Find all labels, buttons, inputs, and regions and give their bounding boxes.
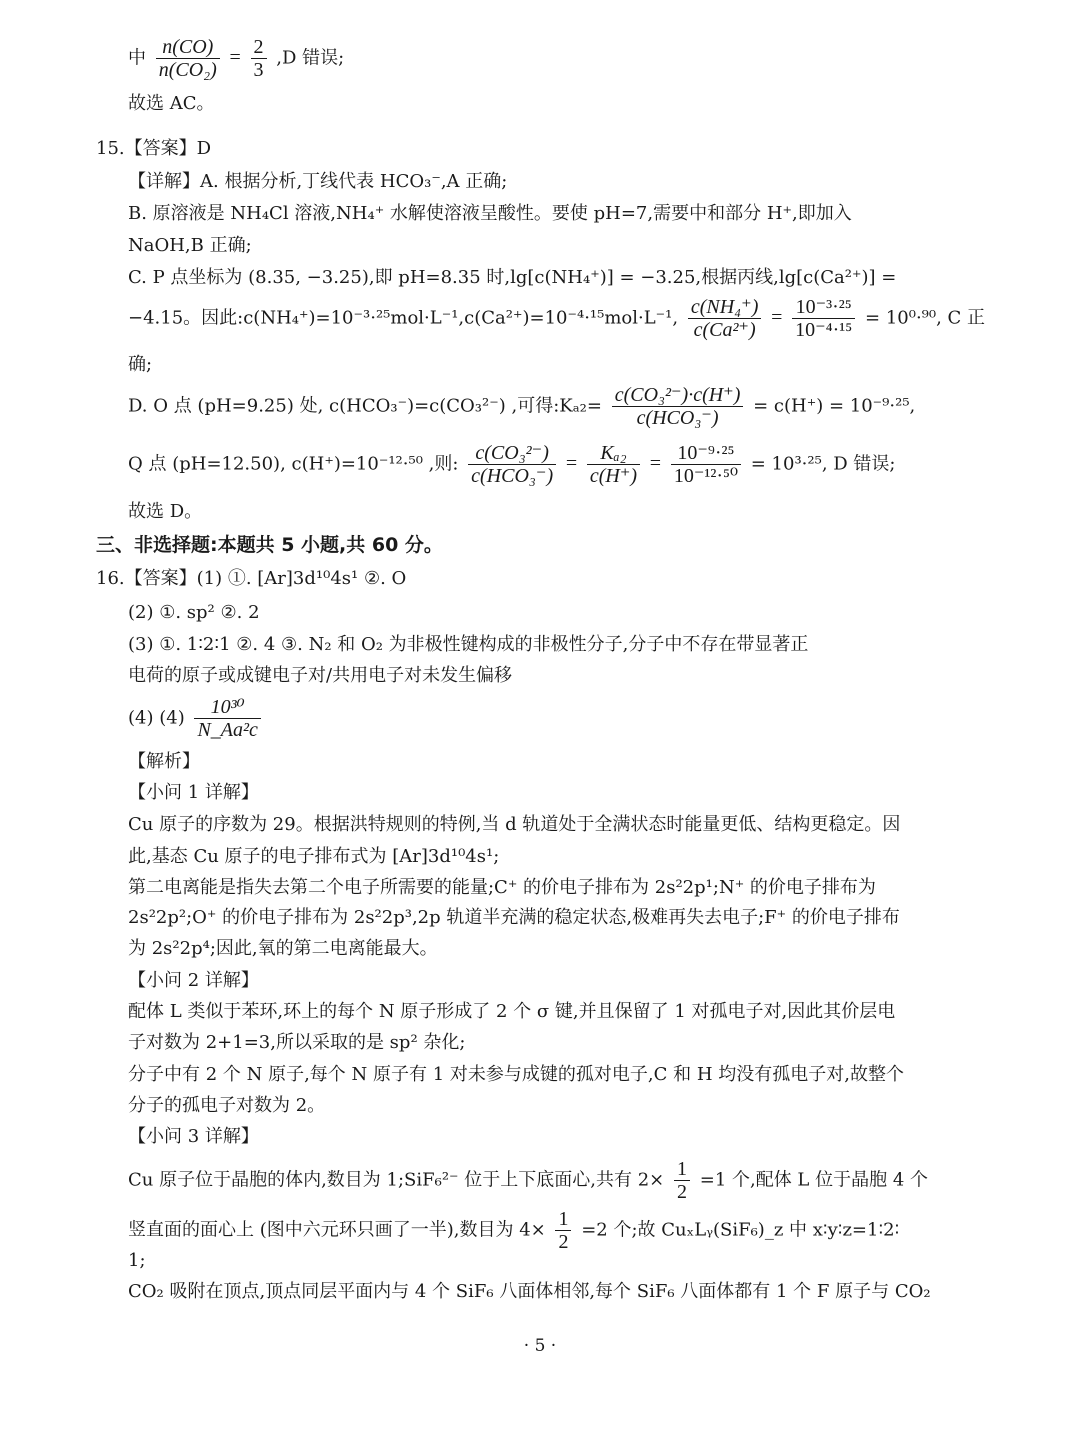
subq3-para-c: 1; [128,1250,146,1271]
text: Cu 原子位于晶胞的体内,数目为 1;SiF₆²⁻ 位于上下底面心,共有 2× [128,1169,665,1191]
denominator: c(HCO₃⁻) [471,465,554,487]
subq2-heading: 【小问 2 详解】 [128,970,259,991]
text: =1 个,配体 L 位于晶胞 4 个 [699,1169,929,1191]
subq1-para-a: Cu 原子的序数为 29。根据洪特规则的特例,当 d 轨道处于全满状态时能量更低、结构更稳定。因 [128,814,901,835]
q16-answer-3: (3) ①. 1∶2∶1 ②. 4 ③. N₂ 和 O₂ 为非极性键构成的非极性分子,分子中不存在带显著正 [128,634,809,655]
subq3-para-d: CO₂ 吸附在顶点,顶点同层平面内与 4 个 SiF₆ 八面体相邻,每个 SiF₆ 八面体都有 1 个 F 原子与 CO₂ [128,1281,931,1302]
fraction-powers [792,296,855,341]
subq2-para-a: 配体 L 类似于苯环,环上的每个 N 原子形成了 2 个 σ 键,并且保留了 1 对孤电子对,因此其价层电 [128,1001,896,1022]
denominator: N_Aa²c [197,719,258,741]
text: D. O 点 (pH=9.25) 处, c(HCO₃⁻)=c(CO₃²⁻) ,可得:Kₐ₂= [128,395,602,417]
numerator: n(CO) [156,36,220,59]
fraction-ka2-h [587,442,640,487]
denominator: n(CO₂) [158,59,217,81]
answer-select-AC: 故选 AC。 [128,93,215,114]
text: −4.15。因此:c(NH₄⁺)=10⁻³·²⁵mol·L⁻¹,c(Ca²⁺)=10⁻⁴·¹⁵mol·L⁻¹, [128,307,679,329]
fraction-ka2 [612,384,744,429]
line-conclusion-D-wrong [128,36,344,81]
denominator: c(HCO₃⁻) [636,407,719,429]
q15-detail-B: B. 原溶液是 NH₄Cl 溶液,NH₄⁺ 水解使溶液呈酸性。要使 pH=7,需要中和部分 H⁺,即加入 [128,203,852,224]
fraction-nh4-ca [688,296,762,341]
equals: = [771,306,783,329]
subq3-para-a [128,1158,928,1203]
text: = 10³·²⁵, D 错误; [750,453,896,475]
equals: = [649,452,662,475]
numerator: 1 [555,1208,571,1231]
q15-detail-C-calc [128,296,985,341]
q15-detail-C: C. P 点坐标为 (8.35, −3.25),即 pH=8.35 时,lg[c(NH₄⁺)] = −3.25,根据丙线,lg[c(Ca²⁺)] = [128,267,897,288]
fraction-half-2 [555,1208,571,1253]
section-3-heading: 三、非选择题:本题共 5 小题,共 60 分。 [96,534,443,556]
subq2-para-c: 分子中有 2 个 N 原子,每个 N 原子有 1 对未参与成键的孤对电子,C 和 H 均没有孤电子对,故整个 [128,1064,904,1085]
q16-answer-2: (2) ①. sp² ②. 2 [128,602,260,623]
subq1-para-b: 此,基态 Cu 原子的电子排布式为 [Ar]3d¹⁰4s¹; [128,846,500,867]
q15-answer: 15.【答案】D [96,138,212,159]
equals: = [229,46,241,69]
fraction-co3-hco3 [468,442,556,487]
denominator: 10⁻¹²·⁵⁰ [673,465,739,487]
subq1-heading: 【小问 1 详解】 [128,782,259,803]
equals: = [565,452,578,475]
denominator: 2 [558,1231,569,1253]
fraction-half [674,1158,690,1203]
fraction-nco-nco2 [156,36,220,81]
denominator: c(Ca²⁺) [693,319,756,341]
denominator: c(H⁺) [589,465,638,487]
numerator: c(CO₃²⁻)·c(H⁺) [612,384,744,407]
fraction-density [194,696,260,741]
subq1-para-e: 为 2s²2p⁴;因此,氧的第二电离能最大。 [128,938,438,959]
numerator: Kₐ₂ [587,442,640,465]
text: =2 个;故 CuₓLᵧ(SiF₆)_z 中 x∶y∶z=1∶2∶ [581,1219,900,1241]
text: = 10⁰·⁹⁰, C 正 [865,307,986,329]
numerator: 1 [674,1158,690,1181]
subq3-heading: 【小问 3 详解】 [128,1126,259,1147]
numerator: c(CO₃²⁻) [468,442,556,465]
text: 竖直面的面心上 (图中六元环只画了一半),数目为 4× [128,1219,546,1241]
q15-detail-B-cont: NaOH,B 正确; [128,235,252,256]
subq1-para-d: 2s²2p²;O⁺ 的价电子排布为 2s²2p³,2p 轨道半充满的稳定状态,极难再失去电子;F⁺ 的价电子排布 [128,907,900,928]
numerator: 2 [251,36,267,59]
subq3-para-b [128,1208,899,1253]
subq2-para-b: 子对数为 2+1=3,所以采取的是 sp² 杂化; [128,1032,466,1053]
text: Q 点 (pH=12.50), c(H⁺)=10⁻¹²·⁵⁰ ,则: [128,453,459,475]
q15-detail-A: 【详解】A. 根据分析,丁线代表 HCO₃⁻,A 正确; [128,171,508,192]
fraction-two-thirds [251,36,267,81]
text: ,D 错误; [276,47,345,69]
q16-answer-1: 16.【答案】(1) ①. [Ar]3d¹⁰4s¹ ②. O [96,568,407,589]
analysis-heading: 【解析】 [128,751,200,772]
denominator: 2 [677,1181,687,1203]
text: = c(H⁺) = 10⁻⁹·²⁵, [753,395,916,417]
subq1-para-c: 第二电离能是指失去第二个电子所需要的能量;C⁺ 的价电子排布为 2s²2p¹;N⁺ 的价电子排布为 [128,877,876,898]
numerator: 10³⁰ [194,696,260,719]
numerator: c(NH₄⁺) [688,296,762,319]
denominator: 10⁻⁴·¹⁵ [795,319,853,341]
page-number: · 5 · [523,1336,557,1356]
text: 中 [128,47,146,69]
answer-select-D: 故选 D。 [128,501,203,522]
numerator: 10⁻⁹·²⁵ [671,442,741,465]
q16-answer-4 [128,696,265,741]
denominator: 3 [253,59,264,81]
q15-detail-D [128,384,915,429]
subq2-para-d: 分子的孤电子对数为 2。 [128,1095,326,1116]
numerator: 10⁻³·²⁵ [792,296,855,319]
q16-answer-3-cont: 电荷的原子或成键电子对/共用电子对未发生偏移 [128,665,513,686]
q15-detail-C-end: 确; [128,354,153,375]
text: (4) (4) [128,707,185,729]
q15-detail-D-Q [128,442,896,487]
fraction-powers-2 [671,442,741,487]
